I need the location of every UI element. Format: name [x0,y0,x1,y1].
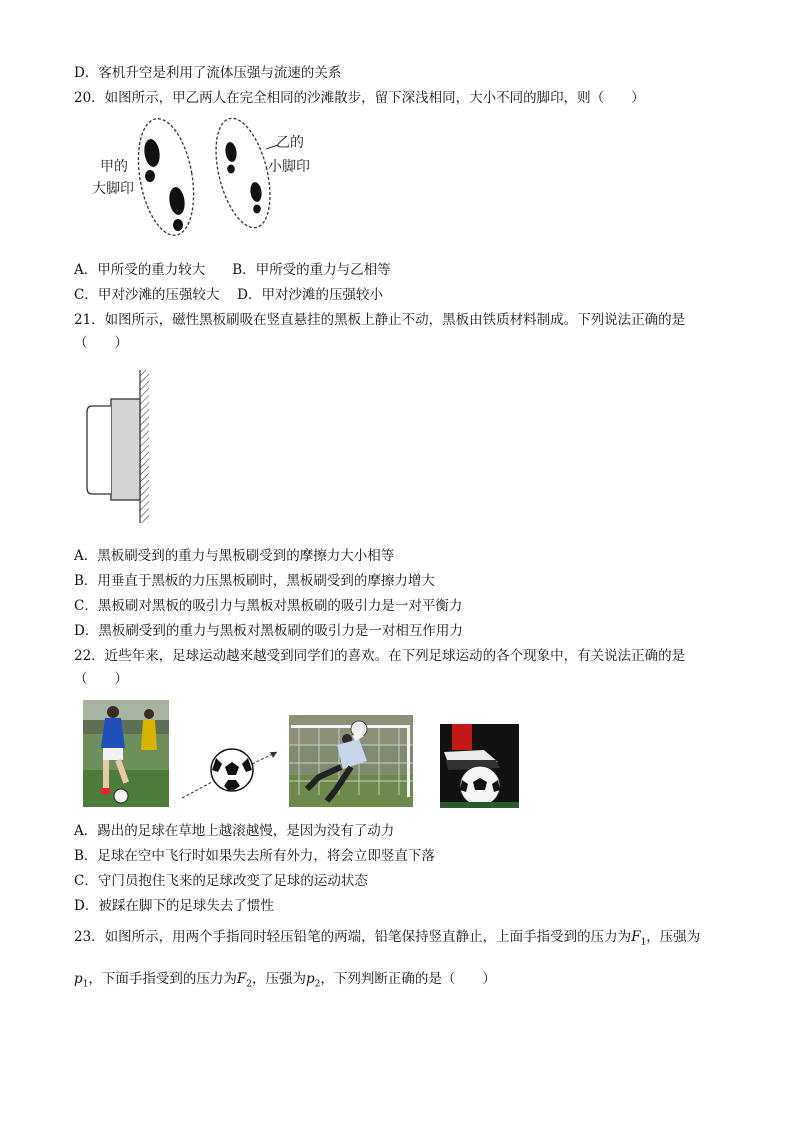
q22-option-c: C．守门员抱住飞来的足球改变了足球的运动状态 [74,873,368,889]
photo-foot-on-ball [440,724,519,808]
q20-options-ab: A．甲所受的重力较大 B．甲所受的重力与乙相等 [74,262,391,278]
q23-text-5: ，下列判断正确的是（ ） [320,971,496,987]
q21-option-d: D．黑板刷受到的重力与黑板对黑板刷的吸引力是一对相互作用力 [74,623,463,639]
photo-goalkeeper [289,715,413,807]
symbol-p1: $p_1$ [74,971,89,990]
q21-option-b: B．用垂直于黑板的力压黑板刷时，黑板刷受到的摩擦力增大 [74,573,435,589]
q23-text-4: ，压强为 [252,971,306,987]
flying-football-figure [180,742,280,802]
q23-text-2: ，压强为 [646,929,701,945]
symbol-p2: $p_2$ [306,971,321,990]
question-23-line2 [74,970,496,994]
q23-text-1: 23．如图所示，用两个手指同时轻压铅笔的两端，铅笔保持竖直静止，上面手指受到的压力为 [74,929,632,945]
label-jia-line1: 甲的 [100,159,128,175]
small-footprint-icon [224,141,263,213]
q22-option-a: A．踢出的足球在草地上越滚越慢，是因为没有了动力 [74,823,395,839]
question-20: 20．如图所示，甲乙两人在完全相同的沙滩散步，留下深浅相同，大小不同的脚印，则（ ） [74,90,645,106]
question-22: 22．近些年来，足球运动越来越受到同学们的喜欢。在下列足球运动的各个现象中，有关说法正确的是 [74,648,686,664]
question-23-line1 [74,928,700,952]
q23-text-3: ，下面手指受到的压力为 [88,971,237,987]
q22-option-d: D．被踩在脚下的足球失去了惯性 [74,898,274,914]
photo-kicking-player [83,700,169,807]
q21-option-c: C．黑板刷对黑板的吸引力与黑板对黑板刷的吸引力是一对平衡力 [74,598,463,614]
question-21: 21．如图所示，磁性黑板刷吸在竖直悬挂的黑板上静止不动，黑板由铁质材料制成。下列说法正确的是 [74,312,686,328]
q22-option-b: B．足球在空中飞行时如果失去所有外力，将会立即竖直下落 [74,848,435,864]
question-21-paren: （ ） [74,335,128,351]
big-footprint-icon [143,138,187,231]
symbol-f1: $F_1$ [631,929,647,948]
label-yi-line1: 乙的 [276,135,304,151]
blackboard-eraser-figure [84,368,164,526]
q20-options-cd: C．甲对沙滩的压强较大 D．甲对沙滩的压强较小 [74,287,383,303]
footprint-figure [88,115,328,245]
label-yi-line2: 小脚印 [268,159,310,175]
option-d-prev: D．客机升空是利用了流体压强与流速的关系 [74,65,342,81]
label-jia-line2: 大脚印 [92,181,134,197]
q21-option-a: A．黑板刷受到的重力与黑板刷受到的摩擦力大小相等 [74,548,395,564]
symbol-f2: $F_2$ [236,971,252,990]
question-22-paren: （ ） [74,671,128,687]
